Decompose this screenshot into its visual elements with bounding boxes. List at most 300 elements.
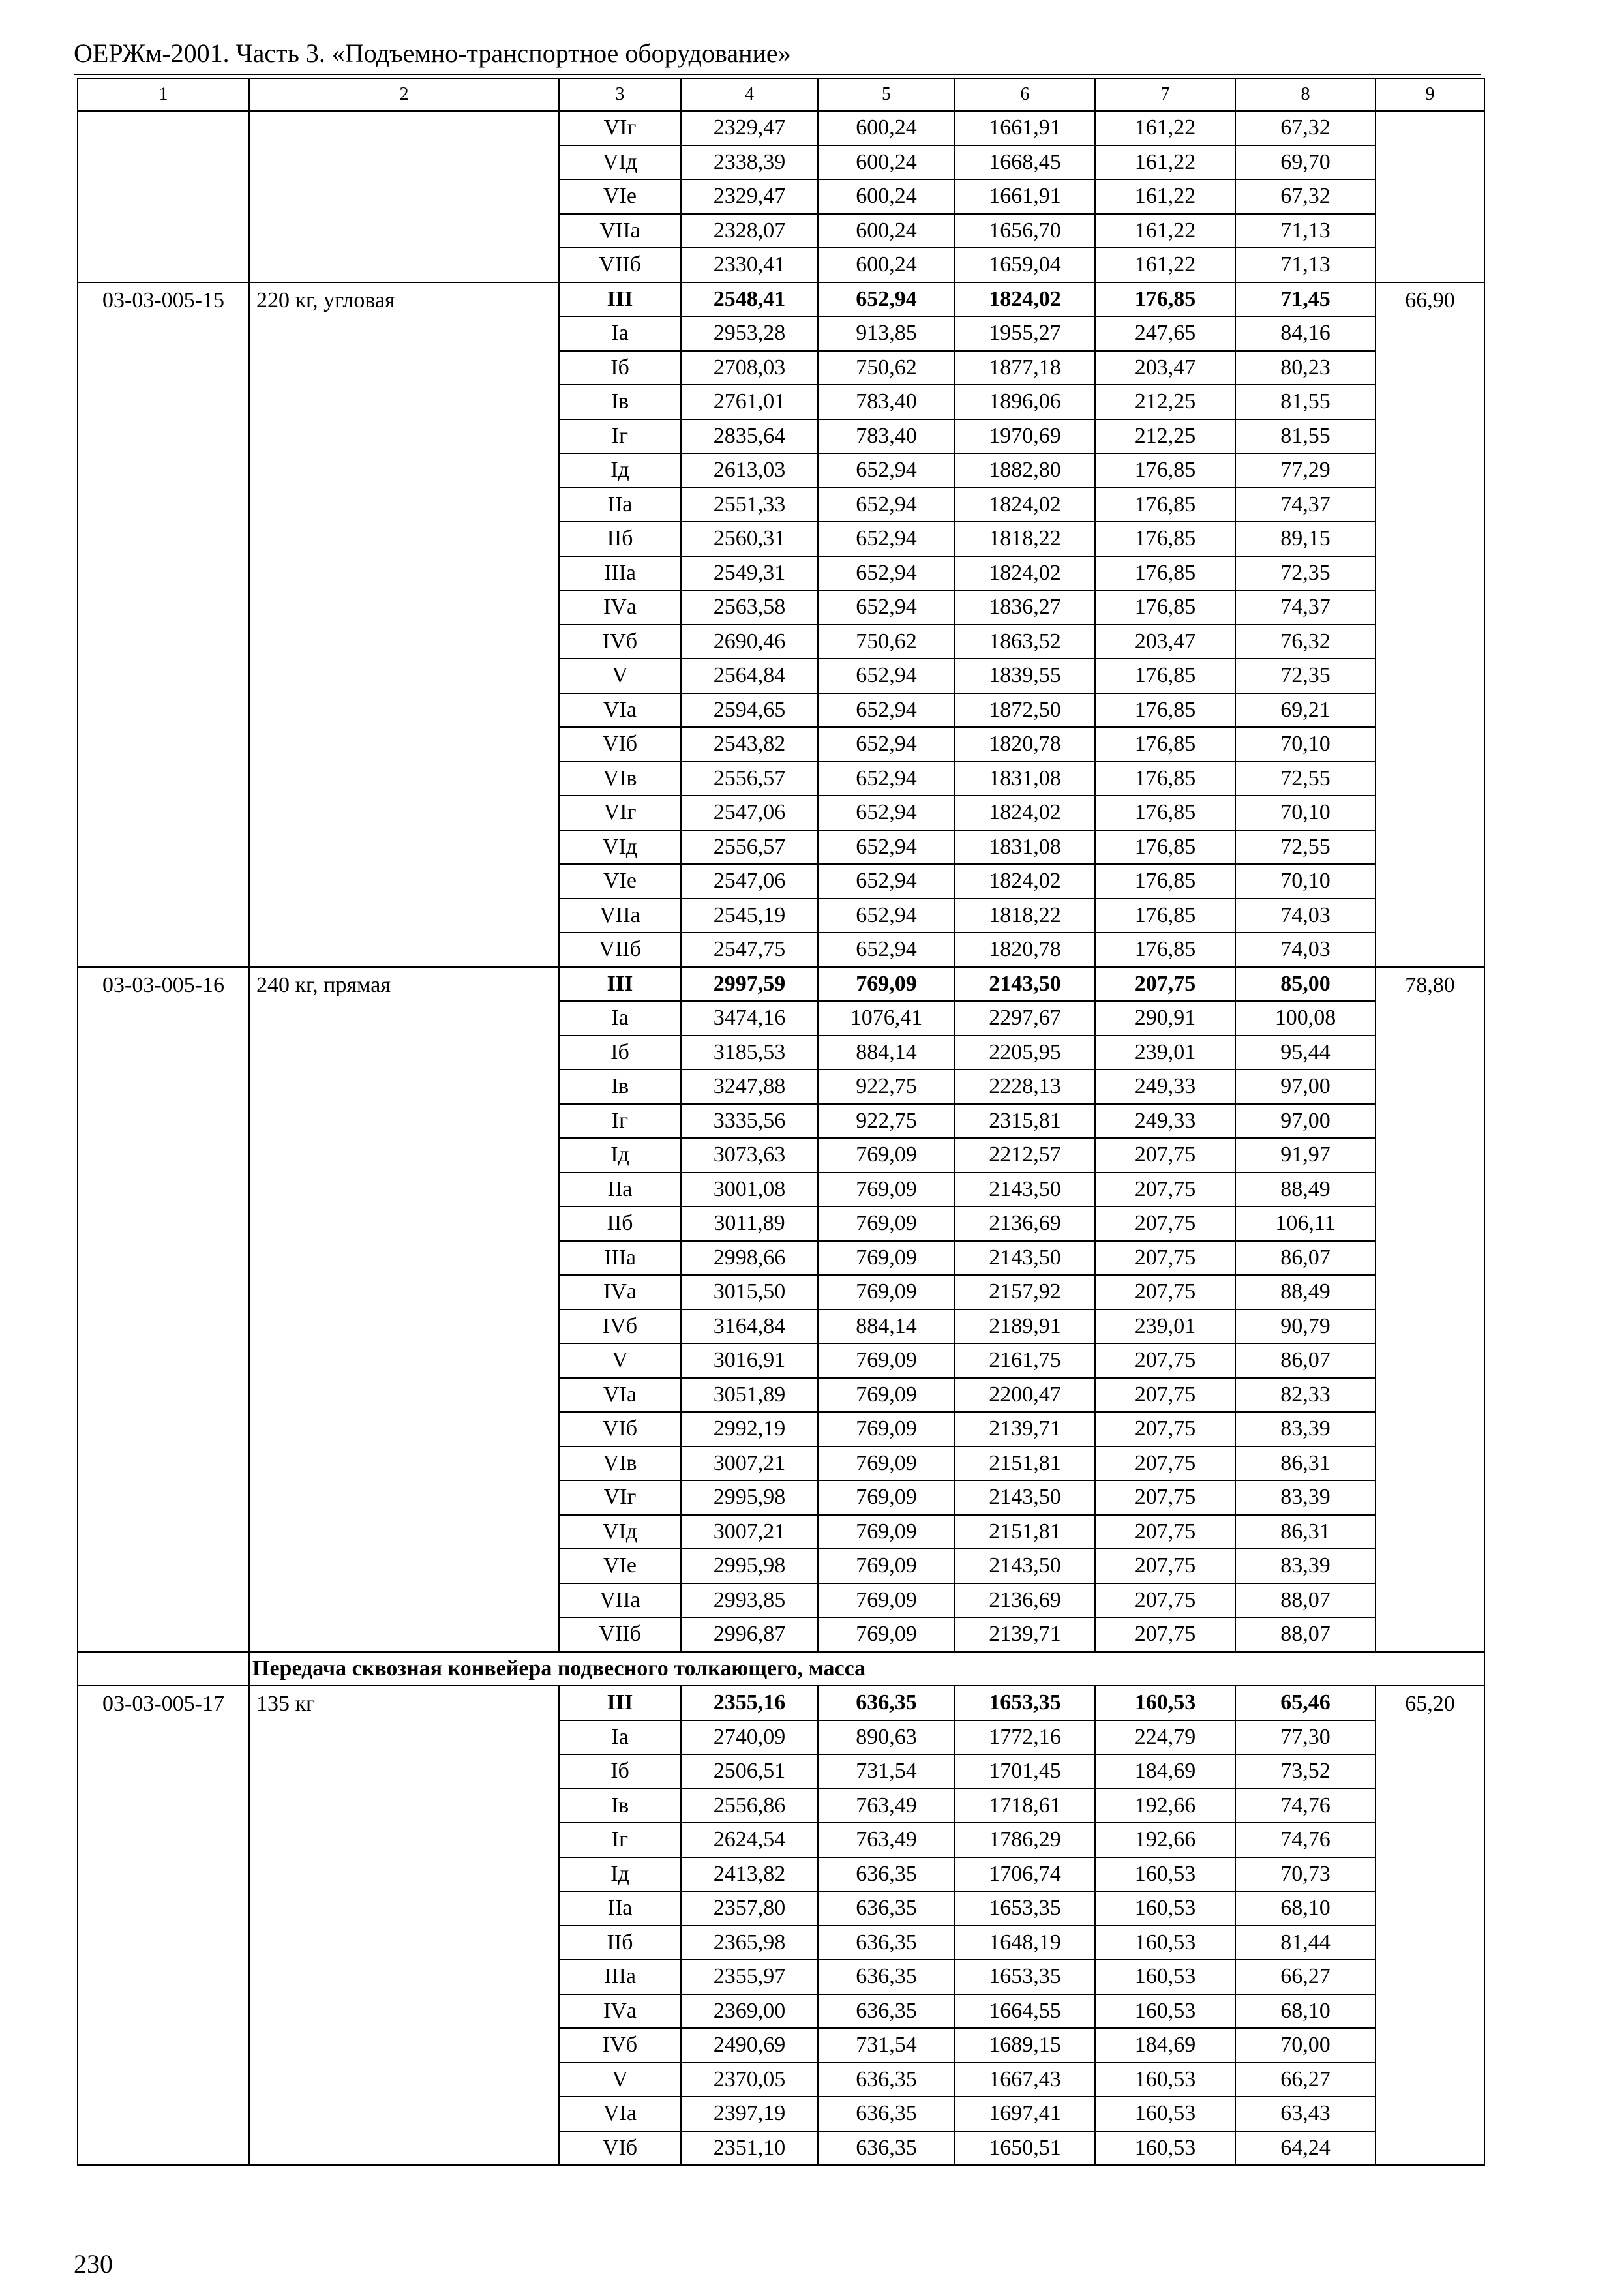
material-cost: 83,39 [1235, 1480, 1376, 1515]
material-cost: 85,00 [1235, 967, 1376, 1002]
labor-cost: 600,24 [818, 214, 955, 248]
total-cost: 2547,75 [681, 933, 818, 967]
material-cost: 66,27 [1235, 1960, 1376, 1994]
labor-cost: 652,94 [818, 693, 955, 728]
labor-cost: 783,40 [818, 419, 955, 454]
machine-cost: 1877,18 [955, 351, 1095, 385]
machine-cost: 1970,69 [955, 419, 1095, 454]
total-cost: 3007,21 [681, 1446, 818, 1481]
machine-cost: 1648,19 [955, 1926, 1095, 1960]
zone-index: IIа [559, 1173, 681, 1207]
machine-cost: 1661,91 [955, 179, 1095, 214]
total-cost: 2490,69 [681, 2028, 818, 2063]
machinist-cost: 207,75 [1095, 1412, 1235, 1446]
total-cost: 2357,80 [681, 1891, 818, 1926]
material-cost: 68,10 [1235, 1994, 1376, 2029]
machine-cost: 1882,80 [955, 453, 1095, 488]
machinist-cost: 184,69 [1095, 2028, 1235, 2063]
zone-index: Iд [559, 1857, 681, 1892]
resource-name: 135 кг [249, 1686, 559, 2165]
total-cost: 2594,65 [681, 693, 818, 728]
material-cost: 74,76 [1235, 1823, 1376, 1857]
material-cost: 74,03 [1235, 933, 1376, 967]
labor-cost: 652,94 [818, 933, 955, 967]
material-cost: 63,43 [1235, 2097, 1376, 2131]
machinist-cost: 176,85 [1095, 762, 1235, 796]
labor-cost: 783,40 [818, 385, 955, 419]
zone-index: III [559, 282, 681, 317]
labor-cost: 600,24 [818, 248, 955, 282]
column-number: 5 [818, 78, 955, 111]
zone-index: V [559, 1343, 681, 1378]
total-cost: 2708,03 [681, 351, 818, 385]
machinist-cost: 176,85 [1095, 899, 1235, 933]
material-cost: 68,10 [1235, 1891, 1376, 1926]
zone-index: VIа [559, 1378, 681, 1413]
material-cost: 83,39 [1235, 1412, 1376, 1446]
column-number-row [78, 78, 1484, 111]
material-cost: 72,55 [1235, 830, 1376, 865]
total-cost: 2397,19 [681, 2097, 818, 2131]
labor-cost: 600,24 [818, 179, 955, 214]
total-cost: 2993,85 [681, 1583, 818, 1618]
machinist-cost: 212,25 [1095, 419, 1235, 454]
labor-cost: 769,09 [818, 1173, 955, 1207]
labor-cost: 636,35 [818, 1994, 955, 2029]
table-row [78, 282, 1484, 317]
material-cost: 69,70 [1235, 145, 1376, 180]
total-cost: 3474,16 [681, 1001, 818, 1036]
labor-cost: 750,62 [818, 625, 955, 659]
labor-cost: 636,35 [818, 1857, 955, 1892]
machinist-cost: 207,75 [1095, 1206, 1235, 1241]
total-cost: 3001,08 [681, 1173, 818, 1207]
total-cost: 2556,57 [681, 830, 818, 865]
labor-cost: 922,75 [818, 1104, 955, 1139]
zone-index: III [559, 1686, 681, 1720]
machine-cost: 2157,92 [955, 1275, 1095, 1309]
machinist-cost: 160,53 [1095, 2063, 1235, 2097]
total-cost: 2556,57 [681, 762, 818, 796]
labor-cost: 769,09 [818, 1515, 955, 1549]
total-cost: 2329,47 [681, 179, 818, 214]
zone-index: Iг [559, 419, 681, 454]
material-cost: 88,07 [1235, 1583, 1376, 1618]
machine-cost: 2143,50 [955, 1173, 1095, 1207]
machinist-cost: 184,69 [1095, 1754, 1235, 1789]
machinist-cost: 161,22 [1095, 248, 1235, 282]
zone-index: Iв [559, 1789, 681, 1823]
machine-cost: 1839,55 [955, 659, 1095, 693]
material-cost: 97,00 [1235, 1104, 1376, 1139]
zone-index: IVб [559, 2028, 681, 2063]
machinist-cost: 207,75 [1095, 1480, 1235, 1515]
labor-cost: 890,63 [818, 1720, 955, 1755]
machine-cost: 2151,81 [955, 1515, 1095, 1549]
machinist-cost: 207,75 [1095, 1173, 1235, 1207]
material-cost: 88,49 [1235, 1173, 1376, 1207]
resource-code: 03-03-005-17 [78, 1686, 249, 2165]
machinist-cost: 192,66 [1095, 1823, 1235, 1857]
labor-cost: 652,94 [818, 488, 955, 522]
material-cost: 71,13 [1235, 214, 1376, 248]
machinist-cost: 160,53 [1095, 1857, 1235, 1892]
machine-cost: 1668,45 [955, 145, 1095, 180]
machinist-cost: 247,65 [1095, 316, 1235, 351]
machinist-cost: 160,53 [1095, 1960, 1235, 1994]
zone-index: V [559, 2063, 681, 2097]
material-cost: 70,00 [1235, 2028, 1376, 2063]
zone-index: Iд [559, 453, 681, 488]
material-cost: 69,21 [1235, 693, 1376, 728]
machine-cost: 1659,04 [955, 248, 1095, 282]
zone-index: VIв [559, 1446, 681, 1481]
total-cost: 2992,19 [681, 1412, 818, 1446]
machinist-cost: 176,85 [1095, 659, 1235, 693]
machine-cost: 1664,55 [955, 1994, 1095, 2029]
labor-cost: 769,09 [818, 1480, 955, 1515]
total-cost: 2761,01 [681, 385, 818, 419]
machine-cost: 2228,13 [955, 1070, 1095, 1104]
total-cost: 2613,03 [681, 453, 818, 488]
total-cost: 2370,05 [681, 2063, 818, 2097]
machine-cost: 1836,27 [955, 590, 1095, 625]
material-cost: 72,35 [1235, 556, 1376, 591]
total-cost: 2564,84 [681, 659, 818, 693]
total-cost: 2549,31 [681, 556, 818, 591]
labor-cost: 652,94 [818, 796, 955, 830]
machinist-cost: 176,85 [1095, 933, 1235, 967]
machinist-cost: 212,25 [1095, 385, 1235, 419]
total-cost: 3011,89 [681, 1206, 818, 1241]
table-row [78, 1686, 1484, 1720]
machinist-cost: 161,22 [1095, 214, 1235, 248]
machinist-cost: 207,75 [1095, 1275, 1235, 1309]
material-cost: 71,13 [1235, 248, 1376, 282]
total-cost: 2556,86 [681, 1789, 818, 1823]
total-cost: 2547,06 [681, 796, 818, 830]
zone-index: VIб [559, 727, 681, 762]
machine-cost: 1818,22 [955, 899, 1095, 933]
labor-cost: 769,09 [818, 1549, 955, 1583]
total-cost: 2995,98 [681, 1480, 818, 1515]
total-cost: 2563,58 [681, 590, 818, 625]
total-cost: 2338,39 [681, 145, 818, 180]
machinist-cost: 176,85 [1095, 590, 1235, 625]
labor-hours: 65,20 [1376, 1686, 1484, 2165]
material-cost: 65,46 [1235, 1686, 1376, 1720]
zone-index: VIIа [559, 1583, 681, 1618]
material-cost: 100,08 [1235, 1001, 1376, 1036]
total-cost: 2330,41 [681, 248, 818, 282]
machine-cost: 1831,08 [955, 762, 1095, 796]
material-cost: 80,23 [1235, 351, 1376, 385]
machinist-cost: 207,75 [1095, 1378, 1235, 1413]
machinist-cost: 161,22 [1095, 111, 1235, 145]
labor-cost: 769,09 [818, 1138, 955, 1173]
machine-cost: 2315,81 [955, 1104, 1095, 1139]
machinist-cost: 176,85 [1095, 453, 1235, 488]
total-cost: 3007,21 [681, 1515, 818, 1549]
zone-index: VIIб [559, 1617, 681, 1652]
zone-index: VIа [559, 693, 681, 728]
material-cost: 97,00 [1235, 1070, 1376, 1104]
total-cost: 3164,84 [681, 1309, 818, 1344]
material-cost: 77,29 [1235, 453, 1376, 488]
machinist-cost: 160,53 [1095, 1891, 1235, 1926]
labor-cost: 769,09 [818, 1583, 955, 1618]
machine-cost: 2205,95 [955, 1036, 1095, 1070]
labor-cost: 769,09 [818, 967, 955, 1002]
machine-cost: 2136,69 [955, 1583, 1095, 1618]
zone-index: Iг [559, 1823, 681, 1857]
total-cost: 2413,82 [681, 1857, 818, 1892]
labor-cost: 652,94 [818, 522, 955, 556]
labor-cost: 769,09 [818, 1446, 955, 1481]
machinist-cost: 176,85 [1095, 830, 1235, 865]
machinist-cost: 239,01 [1095, 1036, 1235, 1070]
machine-cost: 1653,35 [955, 1960, 1095, 1994]
machinist-cost: 176,85 [1095, 796, 1235, 830]
machinist-cost: 160,53 [1095, 1994, 1235, 2029]
total-cost: 2365,98 [681, 1926, 818, 1960]
labor-cost: 769,09 [818, 1343, 955, 1378]
zone-index: VIе [559, 1549, 681, 1583]
total-cost: 2740,09 [681, 1720, 818, 1755]
machine-cost: 2212,57 [955, 1138, 1095, 1173]
zone-index: VIIб [559, 248, 681, 282]
machinist-cost: 160,53 [1095, 1686, 1235, 1720]
machine-cost: 2143,50 [955, 967, 1095, 1002]
zone-index: Iв [559, 385, 681, 419]
labor-cost: 922,75 [818, 1070, 955, 1104]
material-cost: 66,27 [1235, 2063, 1376, 2097]
machine-cost: 2297,67 [955, 1001, 1095, 1036]
machine-cost: 1824,02 [955, 796, 1095, 830]
total-cost: 2328,07 [681, 214, 818, 248]
labor-cost: 636,35 [818, 2097, 955, 2131]
zone-index: Iа [559, 1001, 681, 1036]
material-cost: 74,03 [1235, 899, 1376, 933]
labor-cost: 769,09 [818, 1241, 955, 1276]
machine-cost: 1824,02 [955, 864, 1095, 899]
labor-cost: 769,09 [818, 1412, 955, 1446]
labor-cost: 652,94 [818, 762, 955, 796]
labor-cost: 913,85 [818, 316, 955, 351]
labor-cost: 652,94 [818, 727, 955, 762]
machinist-cost: 176,85 [1095, 556, 1235, 591]
total-cost: 2329,47 [681, 111, 818, 145]
price-table [77, 78, 1485, 2166]
total-cost: 3015,50 [681, 1275, 818, 1309]
zone-index: V [559, 659, 681, 693]
machinist-cost: 207,75 [1095, 1446, 1235, 1481]
material-cost: 64,24 [1235, 2131, 1376, 2166]
machine-cost: 1706,74 [955, 1857, 1095, 1892]
resource-name [249, 111, 559, 282]
machine-cost: 1820,78 [955, 727, 1095, 762]
total-cost: 2551,33 [681, 488, 818, 522]
table-row [78, 967, 1484, 1002]
labor-cost: 636,35 [818, 1891, 955, 1926]
material-cost: 106,11 [1235, 1206, 1376, 1241]
material-cost: 84,16 [1235, 316, 1376, 351]
total-cost: 3073,63 [681, 1138, 818, 1173]
labor-cost: 600,24 [818, 145, 955, 180]
labor-cost: 884,14 [818, 1309, 955, 1344]
zone-index: VIг [559, 111, 681, 145]
labor-cost: 763,49 [818, 1789, 955, 1823]
machinist-cost: 207,75 [1095, 1138, 1235, 1173]
machine-cost: 1701,45 [955, 1754, 1095, 1789]
zone-index: IIб [559, 1206, 681, 1241]
machinist-cost: 176,85 [1095, 282, 1235, 317]
total-cost: 2547,06 [681, 864, 818, 899]
zone-index: Iб [559, 1036, 681, 1070]
total-cost: 2835,64 [681, 419, 818, 454]
zone-index: VIIа [559, 214, 681, 248]
total-cost: 2543,82 [681, 727, 818, 762]
labor-cost: 652,94 [818, 282, 955, 317]
zone-index: Iд [559, 1138, 681, 1173]
material-cost: 72,55 [1235, 762, 1376, 796]
total-cost: 3247,88 [681, 1070, 818, 1104]
machinist-cost: 203,47 [1095, 625, 1235, 659]
machine-cost: 1872,50 [955, 693, 1095, 728]
zone-index: Iа [559, 1720, 681, 1755]
material-cost: 83,39 [1235, 1549, 1376, 1583]
machinist-cost: 207,75 [1095, 1241, 1235, 1276]
labor-hours: 78,80 [1376, 967, 1484, 1652]
labor-cost: 731,54 [818, 1754, 955, 1789]
zone-index: IIIа [559, 1241, 681, 1276]
column-number: 9 [1376, 78, 1484, 111]
machine-cost: 1820,78 [955, 933, 1095, 967]
total-cost: 2995,98 [681, 1549, 818, 1583]
page-header: ОЕРЖм-2001. Часть 3. «Подъемно-транспортное оборудование» [74, 38, 791, 68]
total-cost: 3051,89 [681, 1378, 818, 1413]
machine-cost: 1818,22 [955, 522, 1095, 556]
machine-cost: 1653,35 [955, 1686, 1095, 1720]
labor-cost: 652,94 [818, 899, 955, 933]
machinist-cost: 176,85 [1095, 693, 1235, 728]
resource-name: 240 кг, прямая [249, 967, 559, 1652]
total-cost: 2506,51 [681, 1754, 818, 1789]
column-number: 1 [78, 78, 249, 111]
labor-cost: 652,94 [818, 453, 955, 488]
machine-cost: 1955,27 [955, 316, 1095, 351]
material-cost: 67,32 [1235, 111, 1376, 145]
material-cost: 72,35 [1235, 659, 1376, 693]
machine-cost: 1824,02 [955, 282, 1095, 317]
zone-index: IIб [559, 522, 681, 556]
header-rule [74, 74, 1481, 75]
machine-cost: 2143,50 [955, 1549, 1095, 1583]
labor-cost: 652,94 [818, 659, 955, 693]
total-cost: 3185,53 [681, 1036, 818, 1070]
machinist-cost: 224,79 [1095, 1720, 1235, 1755]
table-row [78, 111, 1484, 145]
zone-index: Iв [559, 1070, 681, 1104]
zone-index: VIе [559, 864, 681, 899]
material-cost: 81,44 [1235, 1926, 1376, 1960]
table-body [78, 78, 1484, 2165]
machine-cost: 1697,41 [955, 2097, 1095, 2131]
total-cost: 2560,31 [681, 522, 818, 556]
resource-code: 03-03-005-16 [78, 967, 249, 1652]
machinist-cost: 161,22 [1095, 179, 1235, 214]
material-cost: 90,79 [1235, 1309, 1376, 1344]
machine-cost: 2143,50 [955, 1480, 1095, 1515]
column-number: 8 [1235, 78, 1376, 111]
zone-index: IIб [559, 1926, 681, 1960]
zone-index: IIIа [559, 1960, 681, 1994]
machine-cost: 1824,02 [955, 556, 1095, 591]
machinist-cost: 207,75 [1095, 1515, 1235, 1549]
machinist-cost: 207,75 [1095, 1549, 1235, 1583]
machinist-cost: 239,01 [1095, 1309, 1235, 1344]
zone-index: IVб [559, 1309, 681, 1344]
zone-index: Iа [559, 316, 681, 351]
zone-index: IVа [559, 1275, 681, 1309]
labor-hours [1376, 111, 1484, 282]
material-cost: 89,15 [1235, 522, 1376, 556]
zone-index: VIг [559, 1480, 681, 1515]
labor-cost: 652,94 [818, 864, 955, 899]
machinist-cost: 160,53 [1095, 1926, 1235, 1960]
material-cost: 74,37 [1235, 488, 1376, 522]
zone-index: VIб [559, 2131, 681, 2166]
section-spacer [78, 1652, 249, 1686]
resource-name: 220 кг, угловая [249, 282, 559, 967]
total-cost: 2355,97 [681, 1960, 818, 1994]
machinist-cost: 203,47 [1095, 351, 1235, 385]
zone-index: VIд [559, 145, 681, 180]
labor-cost: 636,35 [818, 2063, 955, 2097]
material-cost: 81,55 [1235, 385, 1376, 419]
material-cost: 70,73 [1235, 1857, 1376, 1892]
page-number: 230 [74, 2249, 113, 2279]
machinist-cost: 290,91 [1095, 1001, 1235, 1036]
labor-cost: 769,09 [818, 1206, 955, 1241]
zone-index: VIIа [559, 899, 681, 933]
material-cost: 70,10 [1235, 864, 1376, 899]
total-cost: 2355,16 [681, 1686, 818, 1720]
material-cost: 67,32 [1235, 179, 1376, 214]
machine-cost: 2161,75 [955, 1343, 1095, 1378]
zone-index: VIа [559, 2097, 681, 2131]
material-cost: 95,44 [1235, 1036, 1376, 1070]
zone-index: VIд [559, 830, 681, 865]
column-number: 6 [955, 78, 1095, 111]
material-cost: 74,37 [1235, 590, 1376, 625]
machinist-cost: 207,75 [1095, 1617, 1235, 1652]
zone-index: VIе [559, 179, 681, 214]
material-cost: 77,30 [1235, 1720, 1376, 1755]
column-number: 3 [559, 78, 681, 111]
material-cost: 86,31 [1235, 1515, 1376, 1549]
labor-cost: 884,14 [818, 1036, 955, 1070]
machine-cost: 2139,71 [955, 1412, 1095, 1446]
zone-index: IVб [559, 625, 681, 659]
labor-cost: 652,94 [818, 830, 955, 865]
zone-index: VIIб [559, 933, 681, 967]
total-cost: 2545,19 [681, 899, 818, 933]
zone-index: IVа [559, 1994, 681, 2029]
machine-cost: 1786,29 [955, 1823, 1095, 1857]
machine-cost: 1650,51 [955, 2131, 1095, 2166]
machine-cost: 1718,61 [955, 1789, 1095, 1823]
